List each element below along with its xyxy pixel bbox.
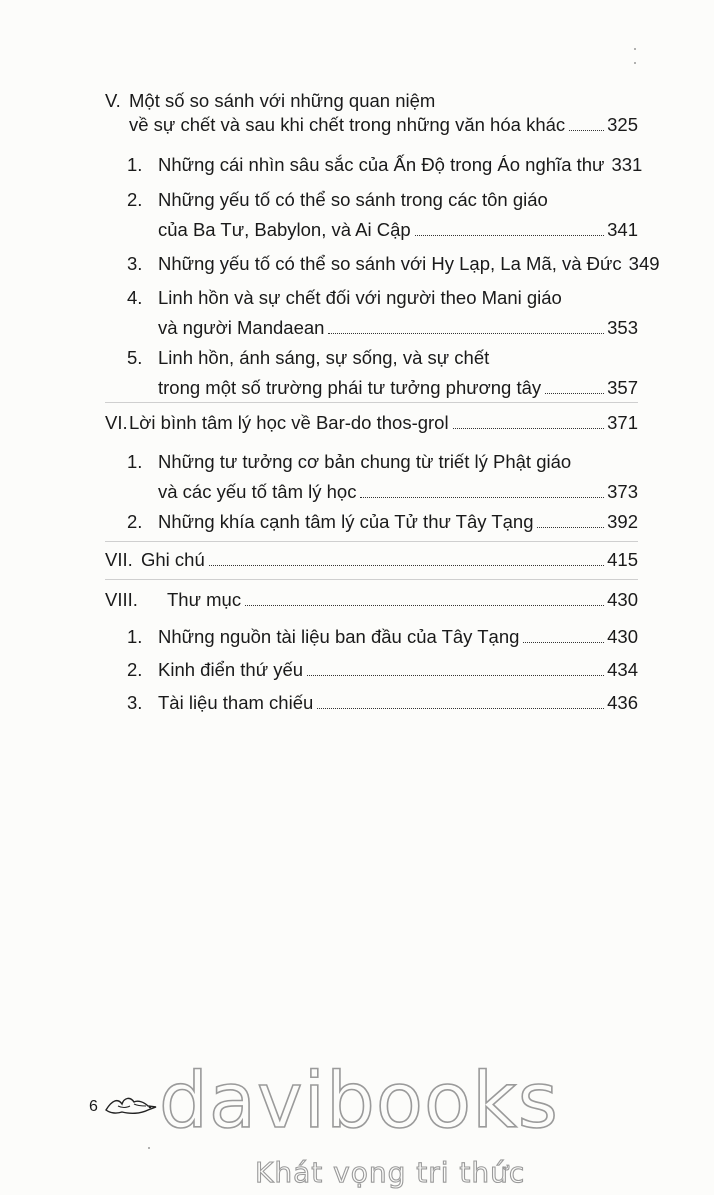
toc-entry-title: và các yếu tố tâm lý học xyxy=(158,481,357,502)
toc-entry-title: Một số so sánh với những quan niệm xyxy=(129,90,436,111)
toc-entry-page: 373 xyxy=(607,481,638,502)
toc-entry-title: Linh hồn, ánh sáng, sự sống, và sự chết xyxy=(158,347,490,368)
toc-entry-leader-line xyxy=(158,154,643,175)
toc-entry-title: Ghi chú xyxy=(141,549,205,570)
toc-entry-page: 392 xyxy=(607,511,638,532)
toc-entry-page: 357 xyxy=(607,377,638,398)
toc-entry-leader-line xyxy=(158,378,638,398)
toc-entry-leader-line xyxy=(129,115,638,135)
toc-entry-number: 2. xyxy=(127,659,143,680)
toc-entry-number: 3. xyxy=(127,692,143,713)
toc-entry-number: 4. xyxy=(127,287,143,308)
toc-entry-title: Những tư tưởng cơ bản chung từ triết lý Phật giáo xyxy=(158,451,572,472)
toc-entry-page: 430 xyxy=(607,589,638,610)
toc-entry-line xyxy=(158,288,562,308)
toc-entry-page: 436 xyxy=(607,692,638,713)
dot-leader xyxy=(328,333,604,334)
toc-entry-number: 2. xyxy=(127,189,143,210)
toc-entry-number: 3. xyxy=(127,253,143,274)
toc-entry-leader-line xyxy=(158,627,638,647)
brand-slogan: Khát vọng tri thức xyxy=(255,1156,526,1189)
toc-entry-page: 331 xyxy=(611,154,643,175)
toc-entry-leader-line xyxy=(158,482,638,502)
toc-entry-line xyxy=(158,348,489,368)
toc-entry-title: Thư mục xyxy=(167,589,242,610)
toc-entry-number: VII. xyxy=(105,549,133,570)
toc-entry-number: 2. xyxy=(127,511,143,532)
toc-entry-title: của Ba Tư, Babylon, và Ai Cập xyxy=(158,219,411,240)
toc-entry-number: 1. xyxy=(127,451,143,472)
page-speck xyxy=(148,1147,150,1149)
section-divider xyxy=(105,579,638,580)
toc-entry-title: Những yếu tố có thể so sánh với Hy Lạp, La Mã, và Đức xyxy=(158,253,622,274)
section-divider xyxy=(105,541,638,542)
dot-leader xyxy=(537,527,604,528)
toc-entry-title: Những cái nhìn sâu sắc của Ấn Độ trong Áo nghĩa thư xyxy=(158,154,605,175)
toc-entry-number: VI. xyxy=(105,412,128,433)
toc-entry-page: 349 xyxy=(628,253,660,274)
toc-entry-title: Kinh điển thứ yếu xyxy=(158,659,304,680)
toc-entry-page: 371 xyxy=(607,412,638,433)
brand-watermark: davibooks xyxy=(159,1057,559,1146)
dot-leader xyxy=(453,428,605,429)
toc-entry-leader-line xyxy=(158,253,660,274)
toc-entry-page: 325 xyxy=(607,114,638,135)
toc-entry-leader-line xyxy=(158,220,638,240)
toc-entry-leader-line xyxy=(141,550,638,570)
dot-leader xyxy=(209,565,604,566)
toc-entry-title: Những khía cạnh tâm lý của Tử thư Tây Tạng xyxy=(158,511,534,532)
page-number: 6 xyxy=(89,1098,98,1115)
toc-entry-leader-line xyxy=(167,590,638,610)
toc-entry-title: và người Mandaean xyxy=(158,317,325,338)
toc-entry-title: Tài liệu tham chiếu xyxy=(158,692,314,713)
toc-entry-page: 415 xyxy=(607,549,638,570)
toc-entry-leader-line xyxy=(158,318,638,338)
toc-entry-number: V. xyxy=(105,90,121,111)
toc-entry-page: 430 xyxy=(607,626,638,647)
toc-entry-number: 1. xyxy=(127,154,143,175)
dot-leader xyxy=(317,708,604,709)
page-speck xyxy=(634,62,636,64)
toc-entry-title: trong một số trường phái tư tưởng phương tây xyxy=(158,377,542,398)
bird-ornament-icon xyxy=(104,1092,158,1118)
page-speck xyxy=(634,48,636,50)
dot-leader xyxy=(245,605,604,606)
toc-entry-number: 5. xyxy=(127,347,143,368)
toc-entry-number: 1. xyxy=(127,626,143,647)
toc-entry-leader-line xyxy=(158,660,638,680)
toc-entry-number: VIII. xyxy=(105,589,138,610)
toc-entry-leader-line xyxy=(158,693,638,713)
dot-leader xyxy=(569,130,604,131)
toc-entry-title: Những nguồn tài liệu ban đầu của Tây Tạng xyxy=(158,626,520,647)
toc-entry-title: Lời bình tâm lý học về Bar-do thos-grol xyxy=(129,412,449,433)
toc-entry-line xyxy=(129,91,435,111)
toc-entry-page: 353 xyxy=(607,317,638,338)
dot-leader xyxy=(360,497,604,498)
toc-entry-leader-line xyxy=(158,512,638,532)
toc-entry-title: về sự chết và sau khi chết trong những văn hóa khác xyxy=(129,114,566,135)
dot-leader xyxy=(415,235,604,236)
dot-leader xyxy=(307,675,604,676)
toc-entry-leader-line xyxy=(129,413,638,433)
toc-entry-title: Linh hồn và sự chết đối với người theo Mani giáo xyxy=(158,287,562,308)
dot-leader xyxy=(523,642,604,643)
toc-entry-line xyxy=(158,190,548,210)
section-divider xyxy=(105,402,638,403)
dot-leader xyxy=(545,393,604,394)
toc-entry-line xyxy=(158,452,571,472)
toc-entry-page: 341 xyxy=(607,219,638,240)
toc-entry-title: Những yếu tố có thể so sánh trong các tôn giáo xyxy=(158,189,548,210)
toc-entry-page: 434 xyxy=(607,659,638,680)
